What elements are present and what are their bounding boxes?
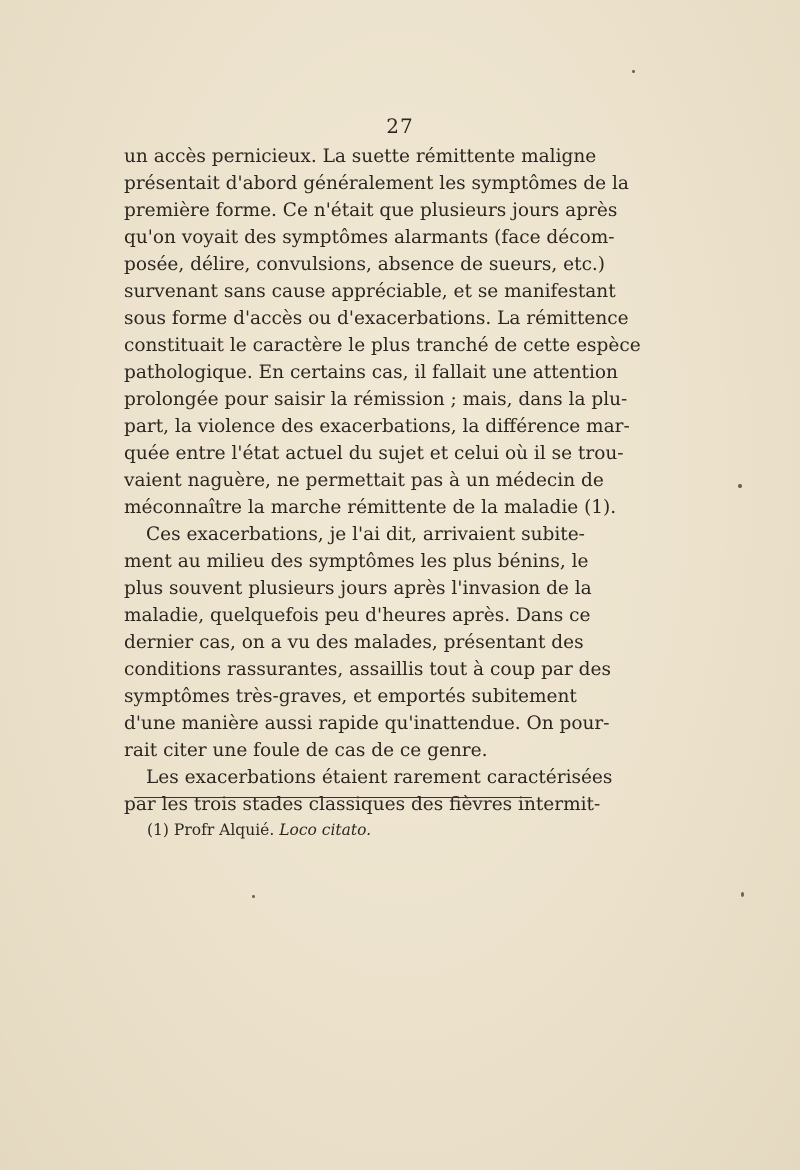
body-text — [124, 143, 641, 818]
text-line: un accès pernicieux. La suette rémittente maligne — [124, 146, 597, 167]
text-line: par les trois stades classiques des fièvres intermit- — [124, 794, 601, 815]
footnote-text: Profr Alquié. — [173, 821, 275, 839]
paper-speck — [738, 484, 742, 488]
text-line: première forme. Ce n'était que plusieurs jours après — [124, 200, 618, 221]
footnote — [147, 820, 371, 840]
paper-speck — [252, 895, 255, 898]
text-line: maladie, quelquefois peu d'heures après. Dans ce — [124, 605, 591, 626]
text-line: constituait le caractère le plus tranché de cette espèce — [124, 335, 641, 356]
text-line: plus souvent plusieurs jours après l'invasion de la — [124, 578, 592, 599]
text-line: conditions rassurantes, assaillis tout à coup par des — [124, 659, 611, 680]
text-line: d'une manière aussi rapide qu'inattendue. On pour- — [124, 713, 610, 734]
text-line: qu'on voyait des symptômes alarmants (face décom- — [124, 227, 615, 248]
text-line: présentait d'abord généralement les symptômes de la — [124, 173, 629, 194]
text-line: part, la violence des exacerbations, la différence mar- — [124, 416, 630, 437]
footnote-citation: Loco citato. — [279, 821, 372, 839]
text-line: Les exacerbations étaient rarement caractérisées — [146, 767, 613, 788]
text-line: posée, délire, convulsions, absence de sueurs, etc.) — [124, 254, 606, 275]
text-line: vaient naguère, ne permettait pas à un médecin de — [124, 470, 604, 491]
text-line: sous forme d'accès ou d'exacerbations. La rémittence — [124, 308, 629, 329]
paper-speck — [632, 70, 635, 73]
footnote-divider — [134, 797, 532, 798]
text-line: symptômes très-graves, et emportés subitement — [124, 686, 577, 707]
text-line: ment au milieu des symptômes les plus bénins, le — [124, 551, 589, 572]
text-line: dernier cas, on a vu des malades, présentant des — [124, 632, 584, 653]
text-line: prolongée pour saisir la rémission ; mais, dans la plu- — [124, 389, 628, 410]
text-line: pathologique. En certains cas, il fallait une attention — [124, 362, 618, 383]
text-line: quée entre l'état actuel du sujet et celui où il se trou- — [124, 443, 624, 464]
text-line: méconnaître la marche rémittente de la maladie (1). — [124, 497, 617, 518]
text-line: rait citer une foule de cas de ce genre. — [124, 740, 488, 761]
text-line: survenant sans cause appréciable, et se manifestant — [124, 281, 616, 302]
footnote-marker: (1) — [147, 821, 169, 839]
text-line: Ces exacerbations, je l'ai dit, arrivaient subite- — [146, 524, 585, 545]
paper-speck — [741, 892, 744, 897]
page-number: 27 — [386, 114, 414, 138]
